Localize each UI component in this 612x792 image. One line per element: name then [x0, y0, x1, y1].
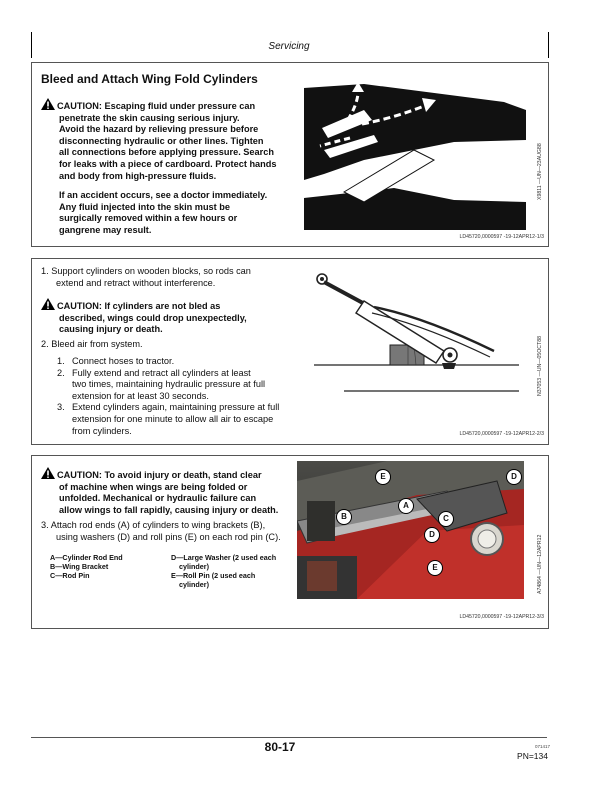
- warning-triangle-icon: [41, 298, 55, 310]
- caution-cylinders-not-bled: [41, 298, 301, 336]
- caution-line-6: and body from high-pressure fluids.: [59, 170, 217, 181]
- ref-code-1: LD45720,0000597 -19-12APR12-1/3: [459, 234, 544, 240]
- step-3-line-0: 3. Attach rod ends (A) of cylinders to wing brackets (B),: [41, 520, 266, 530]
- substep-2: 2. Fully extend and retract all cylinders at least two times, maintaining hydraulic pressure at full extension for at least 30 seconds.: [57, 367, 266, 401]
- caution2-line-2: causing injury or death.: [59, 324, 163, 335]
- accident-line-3: gangrene may result.: [59, 224, 152, 235]
- caution2-line-0: CAUTION: If cylinders are not bled as: [41, 298, 301, 313]
- callout-c: C: [438, 511, 454, 527]
- warning-triangle-icon: [41, 98, 55, 110]
- callout-d: D: [424, 527, 440, 543]
- substeps-list: [57, 356, 307, 437]
- step-1-line-1: extend and retract without interference.: [56, 277, 216, 288]
- accident-line-2: surgically removed within a few hours or: [59, 213, 238, 224]
- callout-e: E: [427, 560, 443, 576]
- caution2-line-1: described, wings could drop unexpectedly,: [59, 312, 247, 323]
- callout-e-top: E: [375, 469, 391, 485]
- page-header-title: Servicing: [268, 41, 310, 52]
- caution-escaping-fluid: [41, 98, 301, 237]
- caution-line-4: all connections before applying pressure. Search: [59, 147, 274, 158]
- footer-small-code: 071417: [534, 744, 550, 749]
- caution3-line-0: CAUTION: To avoid injury or death, stand clear: [41, 467, 301, 482]
- page-number: 80-17: [264, 740, 296, 754]
- legend-item-a: A—Cylinder Rod End: [50, 553, 123, 562]
- image-code-2: N37053 —UN—05OCT88: [537, 336, 543, 396]
- cylinder-on-block-illustration: [304, 265, 526, 415]
- legend-left: [50, 553, 170, 580]
- ref-code-3: LD45720,0000597 -19-12APR12-3/3: [459, 614, 544, 620]
- caution-line-5: for leaks with a piece of cardboard. Protect hands: [59, 158, 277, 169]
- substep-3: 3. Extend cylinders again, maintaining pressure at full extension for one minute to allow all air to escape from cylinders.: [57, 402, 280, 436]
- caution-line-3: disconnecting hydraulic or other lines. Tighten: [59, 135, 264, 146]
- substep-1: 1. Connect hoses to tractor.: [57, 356, 175, 366]
- caution3-line-2: unfolded. Mechanical or hydraulic failure can: [59, 493, 257, 504]
- warning-triangle-icon: [41, 467, 55, 479]
- footer-pn: PN=134: [517, 751, 548, 761]
- legend-item-d: D—Large Washer (2 used each: [171, 553, 277, 562]
- section-heading: Bleed and Attach Wing Fold Cylinders: [41, 72, 258, 86]
- fluid-leak-illustration: [304, 80, 526, 230]
- caution3-line-1: of machine when wings are being folded or: [59, 481, 248, 492]
- legend-item-e-cont: cylinder): [179, 580, 209, 589]
- footer-rule: [31, 737, 547, 738]
- legend-item-d-cont: cylinder): [179, 562, 209, 571]
- caution-line-2: Avoid the hazard by relieving pressure before: [59, 124, 259, 135]
- callout-b: B: [336, 509, 352, 525]
- callout-d-top: D: [506, 469, 522, 485]
- caution3-line-3: allow wings to fall rapidly, causing injury or death.: [59, 504, 279, 515]
- legend-item-e: E—Roll Pin (2 used each: [171, 571, 256, 580]
- image-code-1: X9811 —UN—23AUG88: [537, 143, 543, 200]
- legend-right: [171, 553, 301, 589]
- image-code-3: A74864 —UN—12APR12: [537, 534, 543, 594]
- step-1-line-0: 1. Support cylinders on wooden blocks, so rods can: [41, 266, 251, 276]
- caution-line-0: CAUTION: Escaping fluid under pressure can: [41, 98, 301, 113]
- caution-line-1: penetrate the skin causing serious injury.: [59, 112, 240, 123]
- step-3-line-1: using washers (D) and roll pins (E) on each rod pin (C).: [56, 531, 281, 542]
- ref-code-2: LD45720,0000597 -19-12APR12-2/3: [459, 431, 544, 437]
- rod-end-attachment-photo: [297, 461, 524, 599]
- step-1: [41, 266, 301, 289]
- accident-line-1: Any fluid injected into the skin must be: [59, 201, 231, 212]
- callout-a: A: [398, 498, 414, 514]
- step-2: 2. Bleed air from system.: [41, 339, 143, 349]
- legend-item-b: B—Wing Bracket: [50, 562, 109, 571]
- legend-item-c: C—Rod Pin: [50, 571, 90, 580]
- caution-stand-clear: [41, 467, 301, 516]
- step-3: [41, 520, 301, 543]
- accident-line-0: If an accident occurs, see a doctor immediately.: [59, 190, 268, 201]
